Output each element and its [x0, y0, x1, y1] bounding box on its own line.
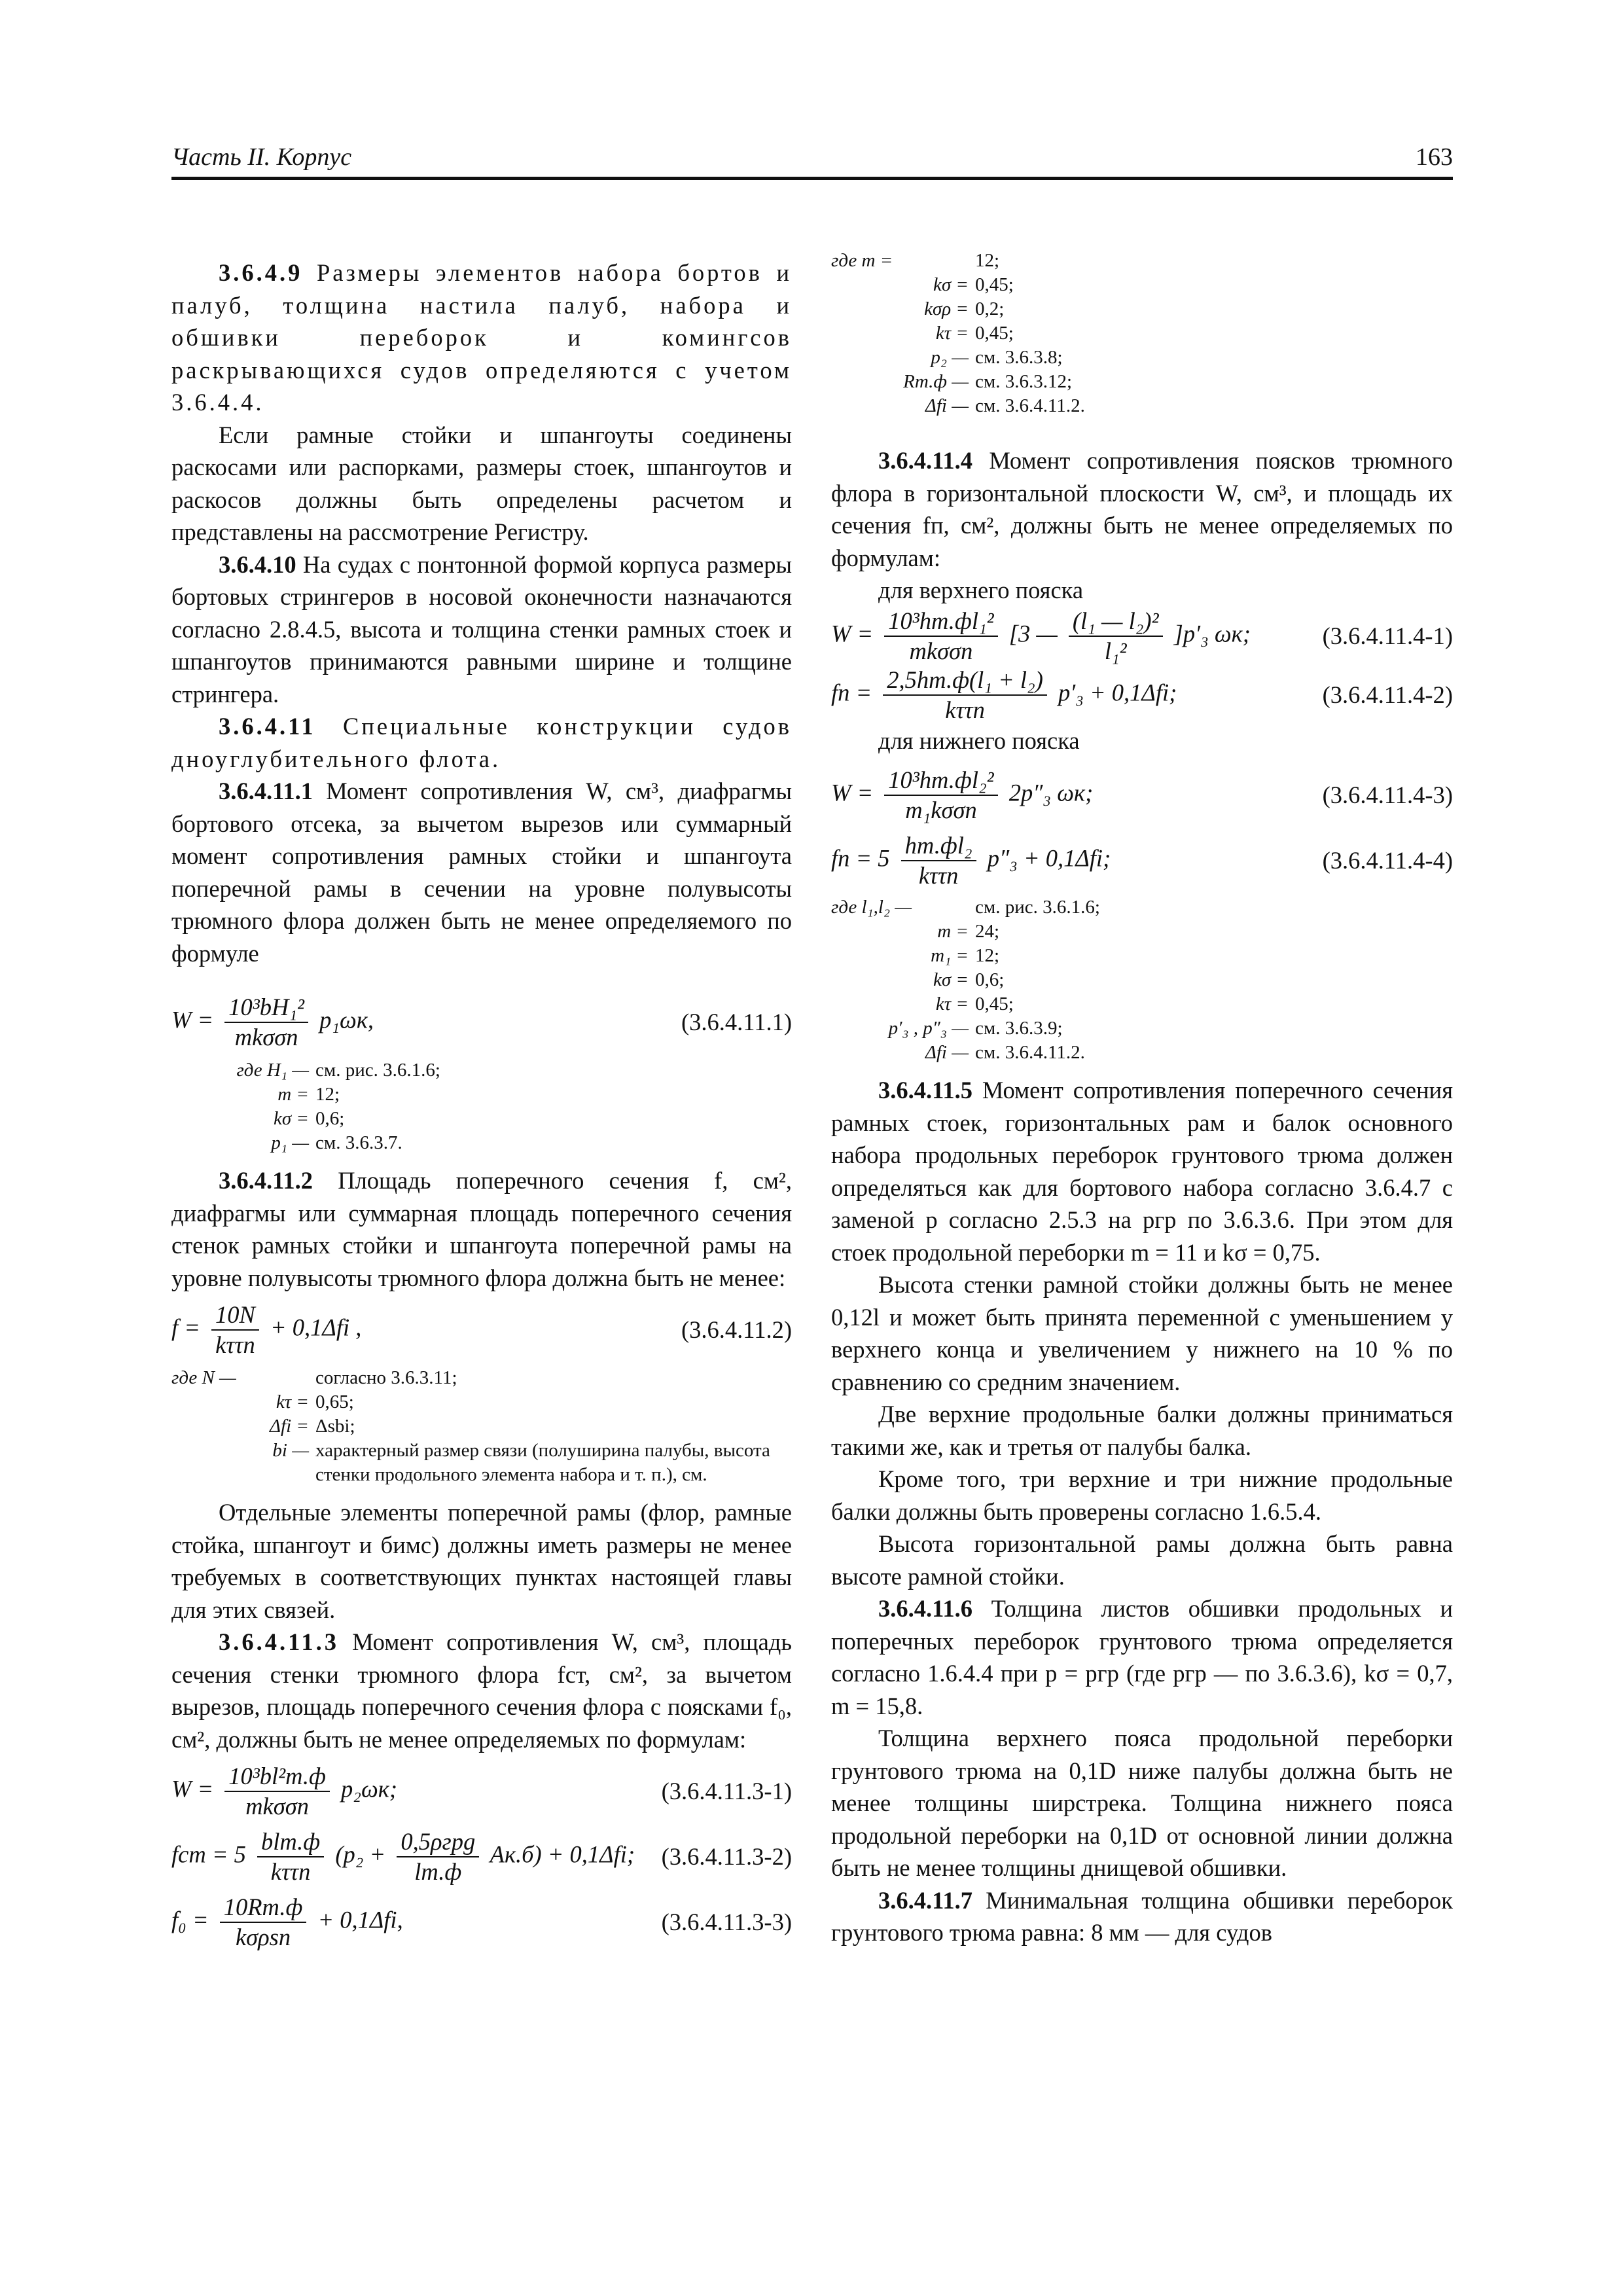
def-row: p₂ — см. 3.6.3.8; [931, 347, 1063, 368]
def-row: kτ = 0,45; [935, 994, 1014, 1014]
numerator: 10Rт.ф [220, 1893, 307, 1923]
def-row: m₁ = 12; [931, 945, 1000, 966]
label-lower-flange: для нижнего пояска [878, 726, 1080, 754]
fraction [257, 1827, 324, 1886]
denominator: m₁kσσn [905, 797, 977, 823]
spacer [831, 427, 1453, 444]
definitions-4 [831, 895, 1453, 1065]
page-number: 163 [1416, 143, 1453, 171]
para-text: Толщина листов обшивки продольных и поперечных переборок грунтового трюма определяется согласно 1.6.4.4 при p = pгр (где pгр — по 3.6.3.6), kσ = 0,7, m = 15,8. [831, 1595, 1453, 1719]
denominator: mkσσn [909, 637, 973, 664]
para-text: На судах с понтонной формой корпуса размеры бортовых стрингеров в носовой оконечности назначаются согласно 2.8.4.5, высота и толщина стенки рамных стоек и шпангоутов принимаются равными ширине и толщине стрингера. [171, 550, 792, 708]
def-row: m = 24; [937, 921, 1000, 942]
para-strake-thickness: Толщина верхнего пояса продольной переборки грунтового трюма на 0,1D ниже палубы должна быть не менее толщины ширстрека. Толщина нижнего пояса продольной переборки на 0,1D от основной линии должна быть не менее толщины днищевой обшивки. [831, 1725, 1453, 1881]
formula-tail: ]p′₃ ωк; [1173, 619, 1251, 647]
formula-lhs: W = [831, 779, 874, 806]
fraction [224, 993, 308, 1052]
fraction [883, 666, 1047, 725]
para-3-6-4-10 [171, 548, 792, 711]
numerator: blт.ф [257, 1827, 324, 1857]
formula-lhs: fп = 5 [831, 844, 890, 872]
para-text: Момент сопротивления поперечного сечения рамных стоек, горизонтальных рам и балок основного набора продольных переборок грунтового трюма должен определяться как для бортового набора согласно 3.6.4.7 с заменой p согласно 2.5.3 на pгр по 3.6.3.6. При этом для стоек продольной переборки m = 11 и kσ = 0,75. [831, 1077, 1453, 1266]
def-row: Δfi — см. 3.6.4.11.2. [925, 1042, 1085, 1063]
fraction [211, 1300, 259, 1359]
def-row: bi — характерный размер связи (полуширина палубы, высота стенки продольного элемента набора и т. п.), см. [272, 1440, 770, 1485]
equation-number: (3.6.4.11.1) [681, 1009, 792, 1036]
right-column [831, 249, 1453, 1949]
def-row: Δfi — см. 3.6.4.11.2. [925, 395, 1085, 416]
formula-tail: 2p″₃ ωк; [1008, 779, 1094, 806]
denominator: kττn [270, 1858, 311, 1885]
fraction [220, 1893, 307, 1952]
def-row: kσ = 0,45; [933, 274, 1014, 295]
equation-number: (3.6.4.11.4-4) [1322, 847, 1453, 874]
formula-mid: [3 — [1008, 619, 1058, 647]
fraction [224, 1762, 330, 1821]
denominator: l₁² [1104, 637, 1127, 664]
clause-number: 3.6.4.9 [219, 259, 303, 286]
numerator: 10³bl²т.ф [224, 1762, 330, 1792]
para-frames-braces: Если рамные стойки и шпангоуты соединены раскосами или распорками, размеры стоек, шпангоутов и раскосов должны быть определены расчетом и представлены на рассмотрение Регистру. [171, 421, 792, 545]
formula-3-6-4-11-4-3 [831, 766, 1453, 825]
equation-number: (3.6.4.11.3-2) [661, 1843, 792, 1871]
label-upper-flange: для верхнего пояска [878, 577, 1084, 603]
left-column [171, 257, 792, 1958]
numerator: (l₁ — l₂)² [1069, 607, 1163, 637]
clause-number: 3.6.4.10 [219, 550, 296, 578]
def-row: где m = 12; [831, 250, 1000, 271]
numerator: 10N [211, 1300, 259, 1331]
para-check-beams: Кроме того, три верхние и три нижние продольные балки должны быть проверены согласно 1.6.5.4. [831, 1465, 1453, 1525]
clause-number: 3.6.4.11.3 [219, 1628, 339, 1655]
clause-number: 3.6.4.11.2 [219, 1167, 313, 1194]
para-text: Площадь поперечного сечения f, см², диафрагмы или суммарная площадь поперечного сечения стенок рамных стойки и шпангоута поперечной рамы на уровне полувысоты трюмного флора должна быть не менее: [171, 1167, 792, 1291]
numerator: 0,5ρгрg [397, 1827, 479, 1857]
def-row: kτ = 0,65; [276, 1391, 354, 1412]
para-3-6-4-11-2 [171, 1164, 792, 1294]
numerator: 10³hт.фl₁² [884, 607, 997, 637]
def-row: Rт.ф — см. 3.6.3.12; [903, 371, 1073, 392]
formula-3-6-4-11-3-2 [171, 1827, 792, 1886]
denominator: lт.ф [414, 1858, 462, 1885]
para-3-6-4-11-7 [831, 1884, 1453, 1949]
fraction [901, 831, 976, 890]
formula-tail: p′₃ + 0,1Δfi; [1058, 678, 1177, 706]
clause-number: 3.6.4.11.5 [878, 1077, 972, 1103]
formula-3-6-4-11-3-3 [171, 1893, 792, 1952]
formula-lhs: fп = [831, 678, 872, 706]
para-text: Специальные конструкции судов дноуглубительного флота. [171, 713, 792, 772]
para-frame-elements: Отдельные элементы поперечной рамы (флор, рамные стойка, шпангоут и бимс) должны иметь размеры не менее требуемых в соответствующих пунктах настоящей главы для этих связей. [171, 1499, 792, 1623]
para-text: Момент сопротивления W, см³, диафрагмы бортового отсека, за вычетом вырезов или суммарный момент сопротивления рамных стойки и шпангоута поперечной рамы в сечении на уровне полувысоты трюмного флора должен быть не менее определяемого по формуле [171, 778, 792, 967]
def-row: p₁ — см. 3.6.3.7. [271, 1132, 402, 1153]
formula-3-6-4-11-4-1 [831, 607, 1453, 666]
para-3-6-4-11-4 [831, 444, 1453, 574]
numerator: 10³hт.фl₂² [884, 766, 997, 796]
numerator: 2,5hт.ф(l₁ + l₂) [883, 666, 1047, 696]
para-upper-beams: Две верхние продольные балки должны приниматься такими же, как и третья от палубы балка. [831, 1401, 1453, 1460]
def-row: где N — согласно 3.6.3.11; [171, 1367, 457, 1388]
def-row: где H₁ — см. рис. 3.6.1.6; [236, 1060, 440, 1081]
fraction [397, 1827, 479, 1886]
def-row: где l₁,l₂ — см. рис. 3.6.1.6; [831, 897, 1100, 918]
definitions-1 [171, 1058, 792, 1155]
spacer [171, 969, 792, 986]
formula-tail: + 0,1Δfi, [317, 1906, 403, 1933]
denominator: kττn [945, 696, 985, 723]
numerator: hт.фl₂ [901, 831, 976, 861]
para-text: Момент сопротивления W, см³, площадь сечения стенки трюмного флора fст, см², за вычетом вырезов, площадь поперечного сечения флора с поясками f₀, см², должны быть не менее определяемых по формулам: [171, 1628, 792, 1753]
para-3-6-4-11-3 [171, 1626, 792, 1755]
equation-number: (3.6.4.11.2) [681, 1316, 792, 1344]
running-header [171, 143, 1453, 178]
formula-tail: Aк.б) + 0,1Δfi; [490, 1840, 635, 1868]
denominator: kσρsn [235, 1924, 291, 1950]
def-row: kτ = 0,45; [935, 323, 1014, 344]
def-row: Δfi = Δsbi; [270, 1416, 355, 1437]
para-horizontal-frame: Высота горизонтальной рамы должна быть равна высоте рамной стойки. [831, 1530, 1453, 1590]
para-text: Размеры элементов набора бортов и палуб, толщина настила палуб, набора и обшивки переборок и комингсов раскрывающихся судов определяются с учетом 3.6.4.4. [171, 259, 792, 416]
para-3-6-4-9 [171, 257, 792, 419]
formula-3-6-4-11-1 [171, 993, 792, 1052]
definitions-2 [171, 1366, 792, 1487]
formula-mid: (p₂ + [335, 1840, 386, 1868]
equation-number: (3.6.4.11.4-2) [1322, 681, 1453, 708]
formula-tail: p″₃ + 0,1Δfi; [987, 844, 1111, 872]
clause-number: 3.6.4.11.7 [878, 1886, 972, 1914]
formula-lhs: W = [171, 1775, 214, 1803]
clause-number: 3.6.4.11.6 [878, 1595, 972, 1622]
formula-3-6-4-11-4-4 [831, 831, 1453, 890]
fraction [884, 607, 997, 666]
formula-tail: p₂ωк; [341, 1775, 397, 1803]
denominator: kττn [918, 862, 959, 889]
formula-lhs: W = [171, 1006, 214, 1033]
equation-number: (3.6.4.11.4-3) [1322, 781, 1453, 809]
def-row: kσ = 0,6; [274, 1108, 345, 1129]
formula-3-6-4-11-4-2 [831, 666, 1453, 725]
formula-lhs: W = [831, 619, 874, 647]
formula-tail: + 0,1Δfi , [270, 1314, 362, 1341]
def-row: p′₃ , p″₃ — см. 3.6.3.9; [888, 1018, 1063, 1039]
formula-lhs: f₀ = [171, 1906, 209, 1933]
equation-number: (3.6.4.11.3-1) [661, 1778, 792, 1805]
para-web-height: Высота стенки рамной стойки должны быть не менее 0,12l и может быть принята переменной с уменьшением у верхнего конца и увеличением у нижнего на 10 % по сравнению со средним значением. [831, 1271, 1453, 1395]
definitions-3 [831, 249, 1453, 418]
clause-number: 3.6.4.11.1 [219, 778, 313, 804]
denominator: mkσσn [245, 1793, 310, 1820]
formula-lhs: fст = 5 [171, 1840, 246, 1868]
def-row: kσρ = 0,2; [924, 298, 1005, 319]
denominator: mkσσn [234, 1024, 298, 1050]
header-title: Часть II. Корпус [171, 143, 352, 171]
para-text: Момент сопротивления поясков трюмного флора в горизонтальной плоскости W, см³, и площадь их сечения fп, см², должны быть не менее определяемых по формулам: [831, 447, 1453, 571]
clause-number: 3.6.4.11.4 [878, 447, 972, 474]
def-row: m = 12; [277, 1084, 340, 1105]
formula-lhs: f = [171, 1314, 200, 1341]
para-3-6-4-11-6 [831, 1592, 1453, 1722]
clause-number: 3.6.4.11 [219, 713, 316, 740]
para-3-6-4-11 [171, 710, 792, 775]
fraction [1069, 607, 1163, 666]
equation-number: (3.6.4.11.4-1) [1322, 622, 1453, 649]
para-text: Минимальная толщина обшивки переборок грунтового трюма равна: 8 мм — для судов [831, 1886, 1453, 1946]
para-3-6-4-11-1 [171, 775, 792, 969]
formula-3-6-4-11-3-1 [171, 1762, 792, 1821]
equation-number: (3.6.4.11.3-3) [661, 1909, 792, 1936]
def-row: kσ = 0,6; [933, 969, 1005, 990]
denominator: kττn [215, 1331, 255, 1358]
header-rule [171, 177, 1453, 180]
fraction [884, 766, 997, 825]
numerator: 10³bH₁² [224, 993, 308, 1023]
para-3-6-4-11-5 [831, 1074, 1453, 1268]
formula-3-6-4-11-2 [171, 1300, 792, 1359]
formula-tail: p₁ωк, [319, 1006, 374, 1033]
